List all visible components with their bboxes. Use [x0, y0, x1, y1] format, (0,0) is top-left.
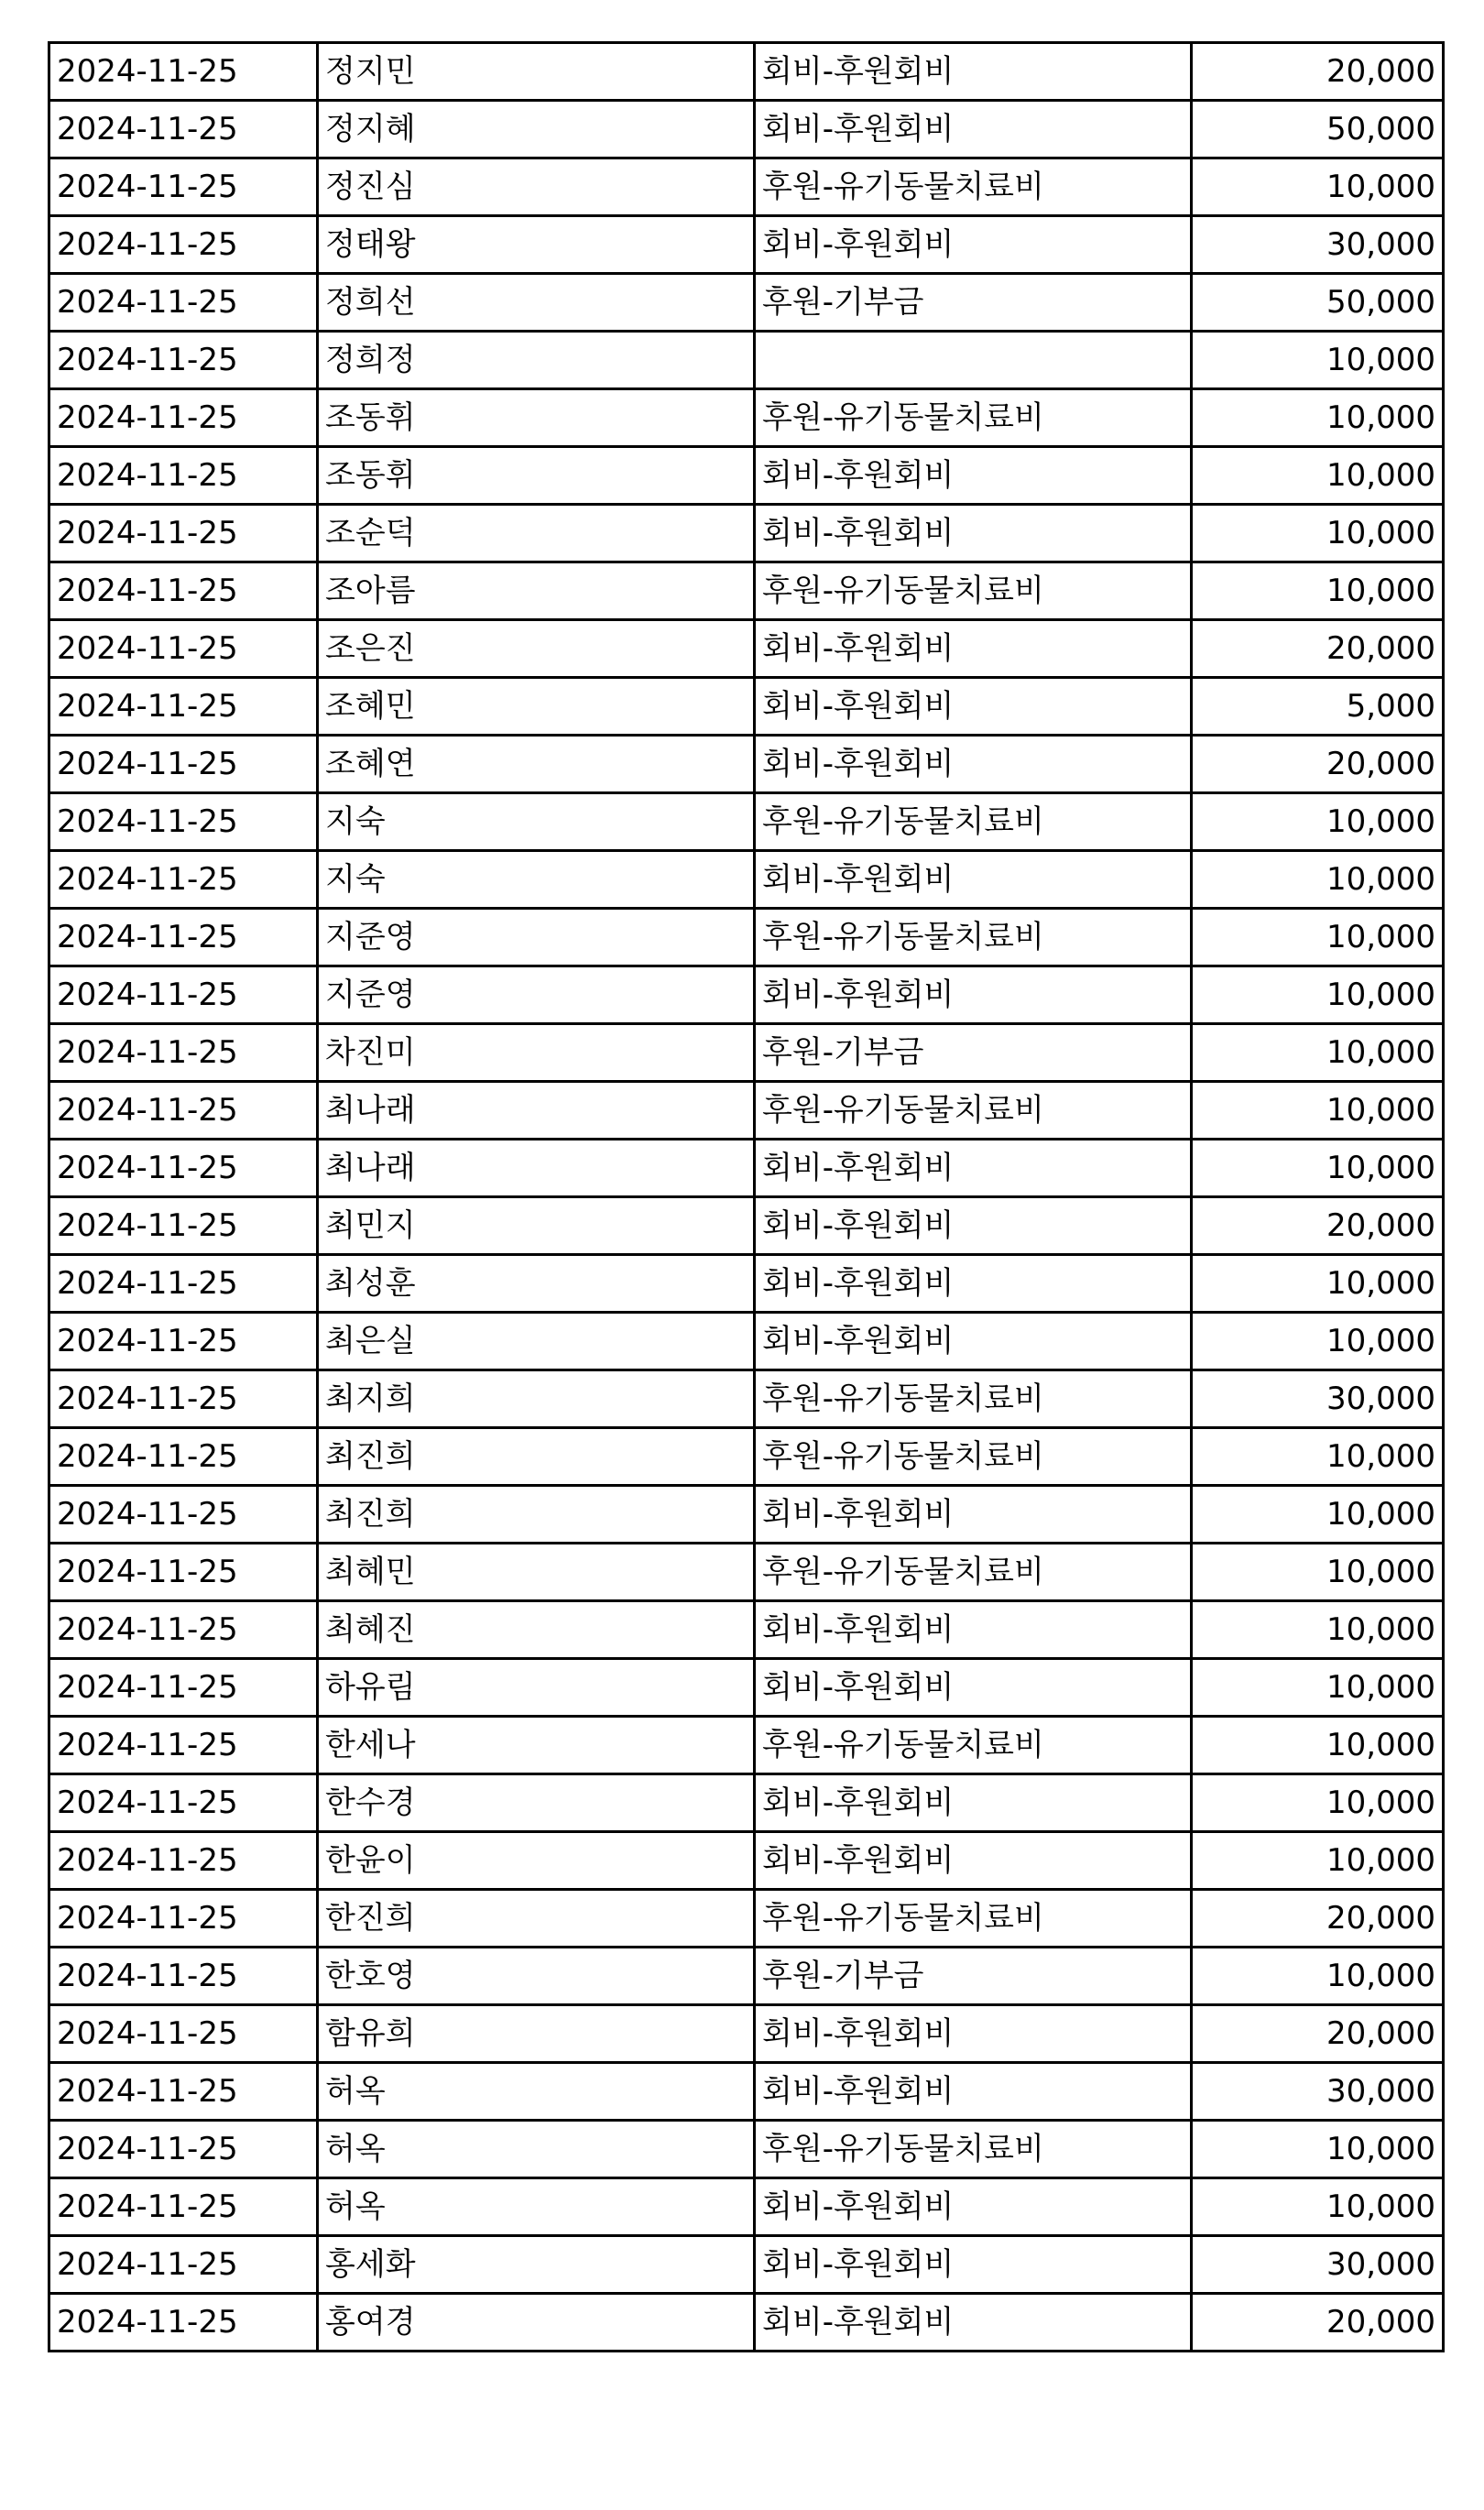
- category-cell: 회비-후원회비: [755, 447, 1192, 505]
- amount-cell: 20,000: [1192, 1197, 1444, 1255]
- name-cell: 조동휘: [318, 389, 755, 447]
- category-cell: 후원-기부금: [755, 1024, 1192, 1082]
- name-cell: 허옥: [318, 2178, 755, 2236]
- table-row: [49, 332, 1444, 389]
- name-cell: 지준영: [318, 909, 755, 966]
- amount-cell: 10,000: [1192, 1832, 1444, 1890]
- name-cell: 홍세화: [318, 2236, 755, 2294]
- date-cell: 2024-11-25: [49, 1774, 318, 1832]
- name-cell: 조은진: [318, 620, 755, 678]
- name-cell: 한윤이: [318, 1832, 755, 1890]
- table-row: [49, 1717, 1444, 1774]
- date-cell: 2024-11-25: [49, 2063, 318, 2121]
- amount-cell: 10,000: [1192, 1544, 1444, 1601]
- table-row: [49, 505, 1444, 562]
- date-cell: 2024-11-25: [49, 1486, 318, 1544]
- amount-cell: 10,000: [1192, 966, 1444, 1024]
- date-cell: 2024-11-25: [49, 1601, 318, 1659]
- category-cell: 후원-기부금: [755, 274, 1192, 332]
- date-cell: 2024-11-25: [49, 1024, 318, 1082]
- date-cell: 2024-11-25: [49, 101, 318, 158]
- category-cell: 회비-후원회비: [755, 2294, 1192, 2352]
- table-row: [49, 101, 1444, 158]
- category-cell: 후원-유기동물치료비: [755, 158, 1192, 216]
- amount-cell: 10,000: [1192, 1774, 1444, 1832]
- amount-cell: 10,000: [1192, 332, 1444, 389]
- date-cell: 2024-11-25: [49, 909, 318, 966]
- name-cell: 한세나: [318, 1717, 755, 1774]
- amount-cell: 5,000: [1192, 678, 1444, 736]
- category-cell: 회비-후원회비: [755, 1255, 1192, 1313]
- date-cell: 2024-11-25: [49, 389, 318, 447]
- name-cell: 최은실: [318, 1313, 755, 1370]
- amount-cell: 20,000: [1192, 736, 1444, 793]
- category-cell: 후원-기부금: [755, 1948, 1192, 2005]
- date-cell: 2024-11-25: [49, 1948, 318, 2005]
- category-cell: 후원-유기동물치료비: [755, 1717, 1192, 1774]
- category-cell: 회비-후원회비: [755, 966, 1192, 1024]
- category-cell: 후원-유기동물치료비: [755, 793, 1192, 851]
- category-cell: 회비-후원회비: [755, 2005, 1192, 2063]
- category-cell: 회비-후원회비: [755, 216, 1192, 274]
- category-cell: 회비-후원회비: [755, 736, 1192, 793]
- ledger-body: [49, 43, 1444, 2352]
- date-cell: 2024-11-25: [49, 216, 318, 274]
- table-row: [49, 274, 1444, 332]
- date-cell: 2024-11-25: [49, 793, 318, 851]
- name-cell: 최진희: [318, 1428, 755, 1486]
- table-row: [49, 966, 1444, 1024]
- date-cell: 2024-11-25: [49, 678, 318, 736]
- date-cell: 2024-11-25: [49, 2236, 318, 2294]
- category-cell: 회비-후원회비: [755, 1486, 1192, 1544]
- name-cell: 정지혜: [318, 101, 755, 158]
- name-cell: 허옥: [318, 2121, 755, 2178]
- date-cell: 2024-11-25: [49, 1082, 318, 1140]
- category-cell: 회비-후원회비: [755, 1659, 1192, 1717]
- name-cell: 정지민: [318, 43, 755, 101]
- amount-cell: 10,000: [1192, 1717, 1444, 1774]
- table-row: [49, 2294, 1444, 2352]
- name-cell: 하유림: [318, 1659, 755, 1717]
- name-cell: 정태왕: [318, 216, 755, 274]
- amount-cell: 10,000: [1192, 1428, 1444, 1486]
- amount-cell: 20,000: [1192, 2005, 1444, 2063]
- amount-cell: 30,000: [1192, 2063, 1444, 2121]
- date-cell: 2024-11-25: [49, 2178, 318, 2236]
- category-cell: 회비-후원회비: [755, 43, 1192, 101]
- category-cell: 회비-후원회비: [755, 1313, 1192, 1370]
- category-cell: 회비-후원회비: [755, 505, 1192, 562]
- category-cell: 후원-유기동물치료비: [755, 1890, 1192, 1948]
- amount-cell: 30,000: [1192, 216, 1444, 274]
- amount-cell: 20,000: [1192, 620, 1444, 678]
- table-row: [49, 562, 1444, 620]
- table-row: [49, 1486, 1444, 1544]
- amount-cell: 10,000: [1192, 1601, 1444, 1659]
- date-cell: 2024-11-25: [49, 447, 318, 505]
- table-row: [49, 851, 1444, 909]
- name-cell: 최혜민: [318, 1544, 755, 1601]
- table-row: [49, 678, 1444, 736]
- amount-cell: 10,000: [1192, 1659, 1444, 1717]
- name-cell: 최성훈: [318, 1255, 755, 1313]
- table-row: [49, 1024, 1444, 1082]
- table-row: [49, 447, 1444, 505]
- date-cell: 2024-11-25: [49, 2294, 318, 2352]
- name-cell: 한호영: [318, 1948, 755, 2005]
- amount-cell: 20,000: [1192, 1890, 1444, 1948]
- date-cell: 2024-11-25: [49, 851, 318, 909]
- category-cell: 회비-후원회비: [755, 1832, 1192, 1890]
- date-cell: 2024-11-25: [49, 1313, 318, 1370]
- table-row: [49, 1544, 1444, 1601]
- name-cell: 조혜민: [318, 678, 755, 736]
- table-row: [49, 1428, 1444, 1486]
- amount-cell: 10,000: [1192, 447, 1444, 505]
- name-cell: 정진심: [318, 158, 755, 216]
- name-cell: 허옥: [318, 2063, 755, 2121]
- amount-cell: 50,000: [1192, 274, 1444, 332]
- table-row: [49, 1313, 1444, 1370]
- amount-cell: 10,000: [1192, 793, 1444, 851]
- date-cell: 2024-11-25: [49, 1197, 318, 1255]
- amount-cell: 20,000: [1192, 2294, 1444, 2352]
- category-cell: 회비-후원회비: [755, 101, 1192, 158]
- amount-cell: 10,000: [1192, 2121, 1444, 2178]
- category-cell: 후원-유기동물치료비: [755, 2121, 1192, 2178]
- date-cell: 2024-11-25: [49, 1140, 318, 1197]
- amount-cell: 10,000: [1192, 2178, 1444, 2236]
- name-cell: 한진희: [318, 1890, 755, 1948]
- date-cell: 2024-11-25: [49, 274, 318, 332]
- category-cell: 후원-유기동물치료비: [755, 1082, 1192, 1140]
- amount-cell: 10,000: [1192, 1024, 1444, 1082]
- amount-cell: 10,000: [1192, 505, 1444, 562]
- name-cell: 최지희: [318, 1370, 755, 1428]
- name-cell: 최나래: [318, 1140, 755, 1197]
- table-row: [49, 1197, 1444, 1255]
- category-cell: 후원-유기동물치료비: [755, 562, 1192, 620]
- table-row: [49, 1082, 1444, 1140]
- table-row: [49, 2178, 1444, 2236]
- date-cell: 2024-11-25: [49, 1428, 318, 1486]
- amount-cell: 10,000: [1192, 158, 1444, 216]
- date-cell: 2024-11-25: [49, 1890, 318, 1948]
- amount-cell: 10,000: [1192, 851, 1444, 909]
- category-cell: 회비-후원회비: [755, 2063, 1192, 2121]
- table-row: [49, 620, 1444, 678]
- table-row: [49, 1774, 1444, 1832]
- date-cell: 2024-11-25: [49, 562, 318, 620]
- category-cell: 회비-후원회비: [755, 1774, 1192, 1832]
- category-cell: 회비-후원회비: [755, 1601, 1192, 1659]
- date-cell: 2024-11-25: [49, 620, 318, 678]
- date-cell: 2024-11-25: [49, 505, 318, 562]
- name-cell: 최혜진: [318, 1601, 755, 1659]
- amount-cell: 50,000: [1192, 101, 1444, 158]
- table-row: [49, 1659, 1444, 1717]
- amount-cell: 30,000: [1192, 1370, 1444, 1428]
- table-row: [49, 793, 1444, 851]
- name-cell: 최민지: [318, 1197, 755, 1255]
- table-row: [49, 909, 1444, 966]
- category-cell: 후원-유기동물치료비: [755, 389, 1192, 447]
- name-cell: 조혜연: [318, 736, 755, 793]
- amount-cell: 10,000: [1192, 1082, 1444, 1140]
- date-cell: 2024-11-25: [49, 158, 318, 216]
- amount-cell: 10,000: [1192, 1313, 1444, 1370]
- date-cell: 2024-11-25: [49, 1544, 318, 1601]
- date-cell: 2024-11-25: [49, 1255, 318, 1313]
- date-cell: 2024-11-25: [49, 332, 318, 389]
- amount-cell: 10,000: [1192, 909, 1444, 966]
- category-cell: 회비-후원회비: [755, 851, 1192, 909]
- name-cell: 정희선: [318, 274, 755, 332]
- name-cell: 최나래: [318, 1082, 755, 1140]
- amount-cell: 20,000: [1192, 43, 1444, 101]
- amount-cell: 10,000: [1192, 1140, 1444, 1197]
- name-cell: 조아름: [318, 562, 755, 620]
- name-cell: 최진희: [318, 1486, 755, 1544]
- date-cell: 2024-11-25: [49, 2121, 318, 2178]
- name-cell: 조순덕: [318, 505, 755, 562]
- donation-ledger-table: [48, 41, 1445, 2352]
- category-cell: 회비-후원회비: [755, 1140, 1192, 1197]
- table-row: [49, 1948, 1444, 2005]
- table-row: [49, 736, 1444, 793]
- date-cell: 2024-11-25: [49, 1370, 318, 1428]
- name-cell: 함유희: [318, 2005, 755, 2063]
- table-row: [49, 1832, 1444, 1890]
- table-row: [49, 1890, 1444, 1948]
- table-row: [49, 2121, 1444, 2178]
- name-cell: 정희정: [318, 332, 755, 389]
- date-cell: 2024-11-25: [49, 736, 318, 793]
- name-cell: 지준영: [318, 966, 755, 1024]
- amount-cell: 10,000: [1192, 562, 1444, 620]
- date-cell: 2024-11-25: [49, 1659, 318, 1717]
- name-cell: 조동휘: [318, 447, 755, 505]
- table-row: [49, 2005, 1444, 2063]
- category-cell: 회비-후원회비: [755, 620, 1192, 678]
- date-cell: 2024-11-25: [49, 43, 318, 101]
- amount-cell: 10,000: [1192, 389, 1444, 447]
- table-row: [49, 158, 1444, 216]
- category-cell: 후원-유기동물치료비: [755, 1544, 1192, 1601]
- amount-cell: 30,000: [1192, 2236, 1444, 2294]
- date-cell: 2024-11-25: [49, 966, 318, 1024]
- category-cell: 회비-후원회비: [755, 2178, 1192, 2236]
- amount-cell: 10,000: [1192, 1255, 1444, 1313]
- table-row: [49, 2063, 1444, 2121]
- amount-cell: 10,000: [1192, 1486, 1444, 1544]
- date-cell: 2024-11-25: [49, 2005, 318, 2063]
- category-cell: 후원-유기동물치료비: [755, 1428, 1192, 1486]
- table-row: [49, 389, 1444, 447]
- category-cell: 후원-유기동물치료비: [755, 909, 1192, 966]
- name-cell: 차진미: [318, 1024, 755, 1082]
- table-row: [49, 1370, 1444, 1428]
- table-row: [49, 1601, 1444, 1659]
- table-row: [49, 216, 1444, 274]
- name-cell: 한수경: [318, 1774, 755, 1832]
- date-cell: 2024-11-25: [49, 1832, 318, 1890]
- date-cell: 2024-11-25: [49, 1717, 318, 1774]
- name-cell: 지숙: [318, 851, 755, 909]
- category-cell: 회비-후원회비: [755, 1197, 1192, 1255]
- table-row: [49, 1140, 1444, 1197]
- category-cell: 회비-후원회비: [755, 678, 1192, 736]
- category-cell: [755, 332, 1192, 389]
- name-cell: 지숙: [318, 793, 755, 851]
- category-cell: 후원-유기동물치료비: [755, 1370, 1192, 1428]
- category-cell: 회비-후원회비: [755, 2236, 1192, 2294]
- table-row: [49, 2236, 1444, 2294]
- table-row: [49, 1255, 1444, 1313]
- amount-cell: 10,000: [1192, 1948, 1444, 2005]
- table-row: [49, 43, 1444, 101]
- name-cell: 홍여경: [318, 2294, 755, 2352]
